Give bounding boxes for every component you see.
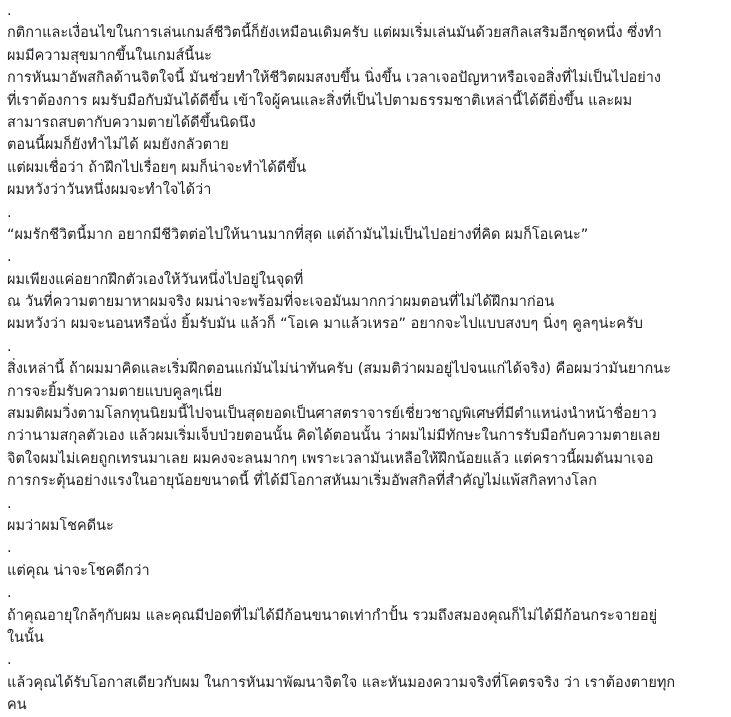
text-line: ถ้าคุณอายุใกล้ๆกับผม และคุณมีปอดที่ไม่ได้มีก้อนขนาดเท่ากำปั้น รวมถึงสมองคุณก็ไม่ได้มีก้อนกระจายอยู่ bbox=[7, 607, 658, 624]
quote-line: “ผมรักชีวิตนี้มาก อยากมีชีวิตต่อไปให้นานมากที่สุด แต่ถ้ามันไม่เป็นไปอย่างที่คิด ผมก็โอเคนะ” bbox=[7, 226, 589, 243]
text-line: คน bbox=[7, 697, 27, 714]
text-line: . bbox=[7, 495, 12, 512]
text-line: ผมว่าผมโชคดีนะ bbox=[7, 517, 114, 534]
text-line: . bbox=[7, 249, 12, 266]
text-line: ณ วันที่ความตายมาหาผมจริง ผมน่าจะพร้อมที่จะเจอมันมากกว่าผมตอนที่ไม่ได้ฝึกมาก่อน bbox=[7, 294, 555, 311]
text-line: ผมเพียงแค่อยากฝึกตัวเองให้วันหนึ่งไปอยู่ในจุดที่ bbox=[7, 271, 304, 288]
text-line: ผมหวังว่า ผมจะนอนหรือนั่ง ยิ้มรับมัน แล้วก็ “โอเค มาแล้วเหรอ” อยากจะไปแบบสงบๆ นิ่งๆ คูลๆน่ะครับ bbox=[7, 316, 643, 333]
text-line: แต่ผมเชื่อว่า ถ้าฝึกไปเรื่อยๆ ผมก็น่าจะทำได้ดีขึ้น bbox=[7, 159, 307, 176]
text-line: กว่านามสกุลตัวเอง แล้วผมเริ่มเจ็บป่วยตอนนั้น คิดได้ตอนนั้น ว่าผมไม่มีทักษะในการรับมือกับความตายเลย bbox=[7, 428, 661, 445]
text-line: ผมมีความสุขมากขึ้นในเกมส์นี้นะ bbox=[7, 47, 212, 64]
text-line: การหันมาอัพสกิลด้านจิตใจนี้ มันช่วยทำให้ชีวิตผมสงบขึ้น นิ่งขึ้น เวลาเจอปัญหาหรือเจอสิ่งที่ไม่เป็นไปอย่าง bbox=[7, 70, 661, 87]
text-line: ตอนนี้ผมก็ยังทำไม่ได้ ผมยังกลัวตาย bbox=[7, 137, 229, 154]
text-line: . bbox=[7, 338, 12, 355]
text-line: สมมติผมวิ่งตามโลกทุนนิยมนี้ไปจนเป็นสุดยอดเป็นศาสตราจารย์เชี่ยวชาญพิเศษที่มีตำแหน่งนำหน้าชื่อยาว bbox=[7, 406, 657, 423]
text-line: . bbox=[7, 540, 12, 557]
text-line: . bbox=[7, 3, 12, 19]
text-line: . bbox=[7, 204, 12, 221]
text-line: สามารถสบตากับความตายได้ดีขึ้นนิดนึง bbox=[7, 114, 256, 131]
post-body bbox=[7, 0, 727, 717]
text-line: แล้วคุณได้รับโอกาสเดียวกับผม ในการหันมาพัฒนาจิตใจ และหันมองความจริงที่โคตรจริง ว่า เราต้องตายทุก bbox=[7, 674, 676, 691]
text-line: . bbox=[7, 585, 12, 602]
text-line: ผมหวังว่าวันหนึ่งผมจะทำใจได้ว่า bbox=[7, 182, 212, 199]
text-line: การจะยิ้มรับความตายแบบคูลๆเนี่ย bbox=[7, 383, 223, 400]
text-line: ที่เราต้องการ ผมรับมือกับมันได้ดีขึ้น เข้าใจผู้คนและสิ่งที่เป็นไปตามธรรมชาติเหล่านี้ได้ดียิ่งขึ้น และผม bbox=[7, 92, 633, 109]
text-line: แต่คุณ น่าจะโชคดีกว่า bbox=[7, 562, 150, 579]
text-line: จิตใจผมไม่เคยถูกเทรนมาเลย ผมคงจะลนมากๆ เพราะเวลามันเหลือให้ฝึกน้อยแล้ว แต่คราวนี้ผมดันมาเจอ bbox=[7, 450, 654, 467]
text-line: สิ่งเหล่านี้ ถ้าผมมาคิดและเริ่มฝึกตอนแก่มันไม่น่าทันครับ (สมมติว่าผมอยู่ไปจนแก่ได้จริง) คือผมว่ามันยากนะ bbox=[7, 361, 671, 378]
text-line: ในนั้น bbox=[7, 629, 44, 646]
text-line: กติกาและเงื่อนไขในการเล่นเกมส์ชีวิตนี้ก็ยังเหมือนเดิมครับ แต่ผมเริ่มเล่นมันด้วยสกิลเสริมอีกชุดหนึ่ง ซึ่งทำ bbox=[7, 25, 662, 42]
text-line: . bbox=[7, 652, 12, 669]
text-line: การกระตุ้นอย่างแรงในอายุน้อยขนาดนี้ ที่ได้มีโอกาสหันมาเริ่มอัพสกิลที่สำคัญไม่แพ้สกิลทางโลก bbox=[7, 473, 597, 490]
